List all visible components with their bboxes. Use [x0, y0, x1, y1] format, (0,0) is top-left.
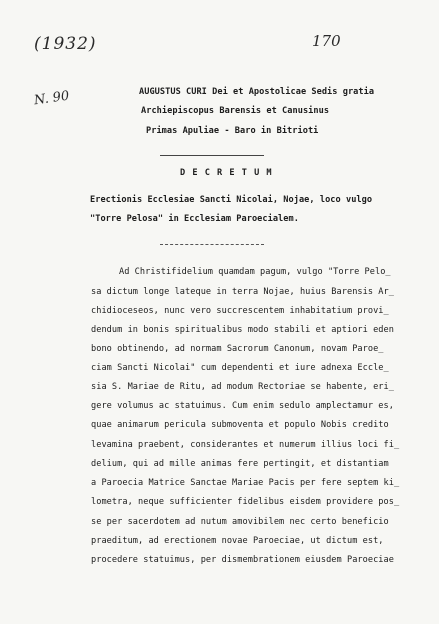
subject-line-1: Erectionis Ecclesiae Sancti Nicolai, Nojae, loco vulgo: [90, 195, 373, 205]
body-line-5: bono obtinendo, ad normam Sacrorum Canonum, novam Paroe_: [91, 344, 384, 354]
body-line-12: a Paroecia Matrice Sanctae Mariae Pacis per fere septem ki_: [91, 478, 400, 488]
header-line-1: AUGUSTUS CURI Dei et Apostolicae Sedis gratia: [139, 87, 375, 97]
body-line-15: praeditum, ad erectionem novae Paroeciae, ut dictum est,: [91, 536, 384, 546]
body-line-4: dendum in bonis spiritualibus modo stabili et aptiori eden: [91, 325, 394, 335]
body-line-2: sa dictum longe lateque in terra Nojae, huius Barensis Ar_: [91, 287, 394, 297]
handwritten-year: (1932): [34, 34, 97, 54]
body-line-8: gere volumus ac statuimus. Cum enim sedulo amplectamur es,: [91, 401, 394, 411]
handwritten-document-number: N. 90: [33, 88, 71, 109]
header-divider: [160, 155, 264, 156]
body-line-14: se per sacerdotem ad nutum amovibilem nec certo beneficio: [91, 517, 389, 527]
header-line-3: Primas Apuliae - Baro in Bitrioti: [146, 126, 319, 136]
body-line-7: sia S. Mariae de Ritu, ad modum Rectoriae se habente, eri_: [91, 382, 394, 392]
handwritten-folio-number: 170: [312, 32, 341, 50]
body-line-3: chidioceseos, nunc vero succrescentem inhabitatium provi_: [91, 306, 389, 316]
subject-line-2: "Torre Pelosa" in Ecclesiam Paroecialem.: [90, 214, 299, 224]
subject-divider: [160, 244, 264, 245]
body-line-9: quae animarum pericula submoventa et populo Nobis credito: [91, 420, 389, 430]
body-line-1: Ad Christifidelium quamdam pagum, vulgo "Torre Pelo_: [119, 267, 391, 277]
body-line-11: delium, qui ad mille animas fere pertingit, et distantiam: [91, 459, 389, 469]
body-line-6: ciam Sancti Nicolai" cum dependenti et iure adnexa Eccle_: [91, 363, 389, 373]
body-line-13: lometra, neque sufficienter fidelibus eisdem providere pos_: [91, 497, 400, 507]
body-line-16: procedere statuimus, per dismembrationem eiusdem Paroeciae: [91, 555, 394, 565]
header-line-2: Archiepiscopus Barensis et Canusinus: [141, 106, 330, 116]
decree-title: D E C R E T U M: [180, 168, 273, 178]
body-line-10: levamina praebent, considerantes et numerum illius loci fi_: [91, 440, 400, 450]
